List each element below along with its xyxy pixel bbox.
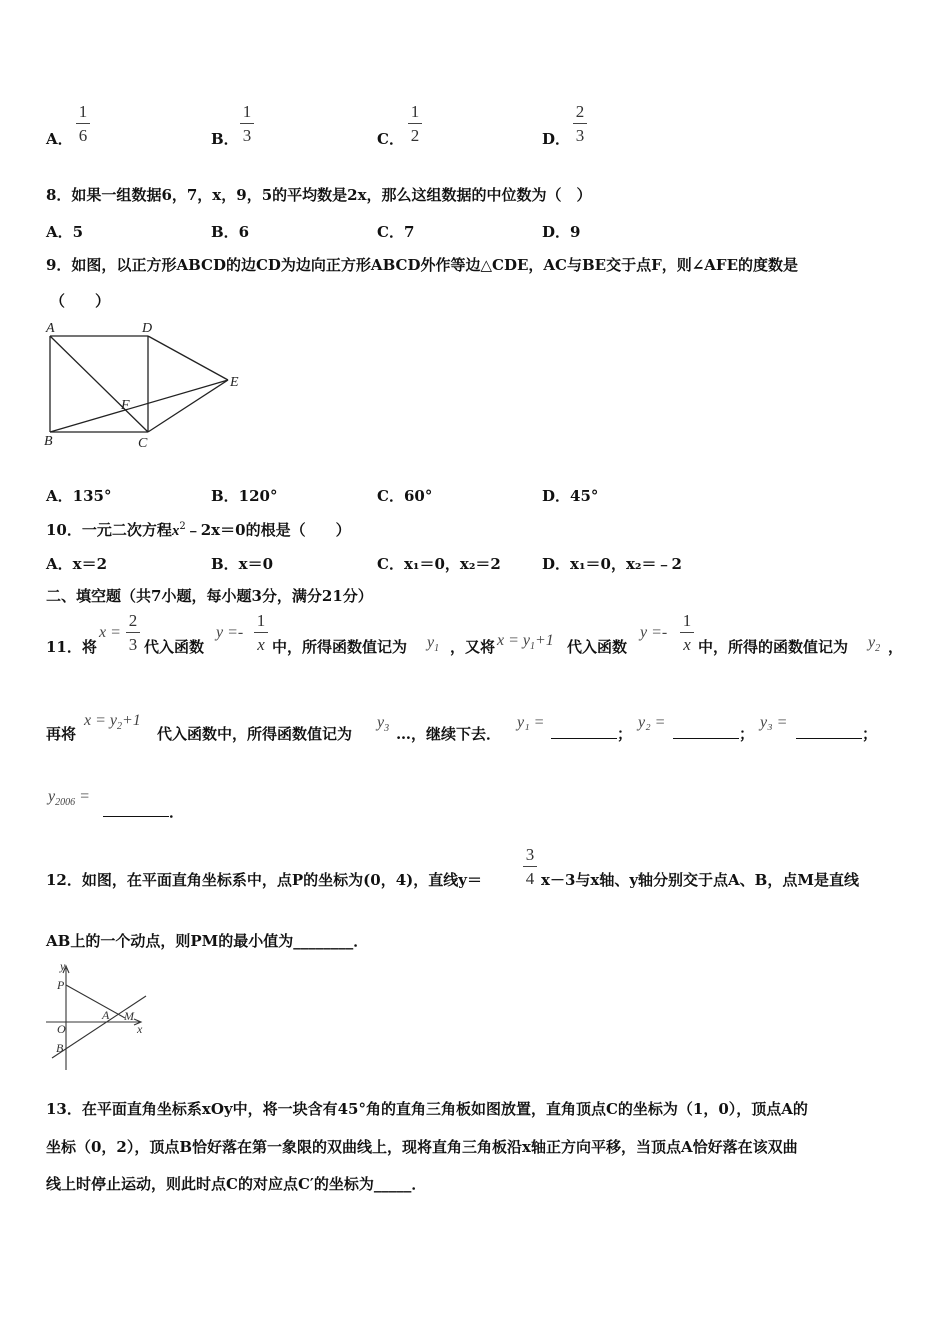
q9-option-a: A．135° xyxy=(46,487,112,505)
q11-answer-blank-1[interactable]: ； xyxy=(551,724,632,744)
numerator: 1 xyxy=(682,611,692,630)
numerator: 1 xyxy=(410,102,420,121)
label-f: F xyxy=(121,398,130,413)
q11-text-3: 中，所得函数值记为 xyxy=(272,638,408,656)
expr: x = y xyxy=(84,712,117,729)
denominator: 3 xyxy=(128,635,138,654)
q11-fraction-1-x-2 xyxy=(680,611,694,654)
section-title: 二、填空题（共7小题，每小题3分，满分21分） xyxy=(46,587,373,605)
q11-answer-blank-2[interactable]: ； xyxy=(673,724,754,744)
label-c: C xyxy=(138,436,148,451)
q11-fraction-2-3 xyxy=(126,611,140,654)
label-o: O xyxy=(57,1022,66,1036)
q7-option-d-letter: D． xyxy=(542,130,571,148)
q10-stem xyxy=(46,517,351,541)
q11-answer-label-4 xyxy=(48,788,90,808)
q11-answer-blank-3[interactable]: ； xyxy=(796,724,877,744)
q12-text-2: x－3与x轴、y轴分别交于点A、B，点M是直线 xyxy=(541,871,859,889)
q11-y-eq-2: y =- xyxy=(640,624,668,641)
q11-x-eq: x = xyxy=(99,624,121,641)
numerator: 1 xyxy=(78,102,88,121)
q11-answer-label-1: y₁ = xyxy=(517,714,545,731)
label-e: E xyxy=(230,375,239,390)
q9-option-b: B．120° xyxy=(211,487,278,505)
expr-sub: 2 xyxy=(117,721,122,733)
expr-tail: +1 xyxy=(122,712,141,729)
y-var: y xyxy=(48,788,56,805)
y-sub: 3 xyxy=(384,723,390,735)
expr-sub: 1 xyxy=(530,641,535,653)
q12-figure xyxy=(42,958,160,1074)
eq-sign: = xyxy=(75,788,90,805)
q11-x-eq-y1 xyxy=(497,632,554,652)
q10-eq-var: x xyxy=(171,523,180,539)
label-d: D xyxy=(142,321,153,336)
q8-option-a: A．5 xyxy=(46,223,84,241)
q9-option-c: C．60° xyxy=(377,487,433,505)
numerator: 1 xyxy=(256,611,266,630)
q10-eq-exponent: 2 xyxy=(179,521,186,532)
q11-text-1: 11．将 xyxy=(46,638,97,656)
numerator: 1 xyxy=(242,102,252,121)
q11-text-4: ，又将 xyxy=(450,638,496,656)
q7-option-d-fraction xyxy=(573,102,587,145)
q8-option-b: B．6 xyxy=(211,223,250,241)
q8-stem: 8．如果一组数据6，7，x，9，5的平均数是2x，那么这组数据的中位数为（ ） xyxy=(46,186,592,204)
q7-option-a-fraction xyxy=(76,102,90,145)
q13-line-1: 13．在平面直角坐标系xOy中，将一块含有45°角的直角三角板如图放置，直角顶点C的坐标为（1，0），顶点A的 xyxy=(46,1100,808,1118)
q11-answer-label-2: y₂ = xyxy=(638,714,666,731)
q10-eq-rest: ﹣2x＝0的根是（ ） xyxy=(185,521,351,539)
label-a: A xyxy=(46,321,55,336)
q9-figure xyxy=(40,318,250,453)
label-b: B xyxy=(44,434,53,449)
label-b: B xyxy=(56,1041,64,1055)
q11-text-9: 代入函数中，所得函数值记为 xyxy=(157,725,353,743)
q11-answer-label-3: y₃ = xyxy=(760,714,788,731)
expr: x = y xyxy=(497,632,530,649)
q8-option-d: D．9 xyxy=(542,223,581,241)
y-sub: 1 xyxy=(434,643,440,655)
numerator: 3 xyxy=(525,845,535,864)
q7-option-c-fraction xyxy=(408,102,422,145)
y-sub: 2006 xyxy=(55,797,76,809)
q11-text-5: 代入函数 xyxy=(567,638,628,656)
q12-fraction-3-4 xyxy=(523,845,537,888)
q10-option-b: B．x＝0 xyxy=(211,555,274,573)
q8-option-c: C．7 xyxy=(377,223,415,241)
q13-line-2: 坐标（0，2），顶点B恰好落在第一象限的双曲线上，现将直角三角板沿x轴正方向平移，当顶点A恰好落在该双曲 xyxy=(46,1138,798,1156)
q9-stem: 9．如图，以正方形ABCD的边CD为边向正方形ABCD外作等边△CDE，AC与BE交于点F，则∠AFE的度数是 xyxy=(46,256,799,274)
denominator: 6 xyxy=(78,126,88,145)
q11-text-2: 代入函数 xyxy=(144,638,205,656)
q12-text-3: AB上的一个动点，则PM的最小值为________． xyxy=(46,932,369,950)
label-m: M xyxy=(124,1009,134,1023)
label-y: y xyxy=(60,959,66,973)
q11-fraction-1-x xyxy=(254,611,268,654)
q11-text-10: …，继续下去． xyxy=(396,725,502,743)
expr-tail: +1 xyxy=(535,632,554,649)
q11-text-8: 再将 xyxy=(46,725,77,743)
denominator: 3 xyxy=(575,126,585,145)
q11-answer-blank-4[interactable]: ． xyxy=(103,802,184,822)
label-p: P xyxy=(57,978,65,992)
q12-text-1: 12．如图，在平面直角坐标系中，点P的坐标为(0，4)，直线y＝ xyxy=(46,871,482,889)
numerator: 2 xyxy=(575,102,585,121)
q11-y3 xyxy=(377,714,389,734)
q13-line-3: 线上时停止运动，则此时点C的对应点C′的坐标为_____． xyxy=(46,1175,427,1193)
label-x: x xyxy=(137,1022,143,1036)
denominator: 3 xyxy=(242,126,252,145)
q7-option-a-letter: A． xyxy=(46,130,73,148)
denominator: 4 xyxy=(525,869,535,888)
q11-text-7: ， xyxy=(888,638,904,656)
denominator: 2 xyxy=(410,126,420,145)
y-var: y xyxy=(868,634,876,651)
numerator: 2 xyxy=(128,611,138,630)
q11-y1 xyxy=(427,634,439,654)
y-var: y xyxy=(377,714,385,731)
q7-option-b-fraction xyxy=(240,102,254,145)
q11-y-eq: y =- xyxy=(216,624,244,641)
q10-option-c: C．x₁＝0，x₂＝2 xyxy=(377,555,501,573)
q9-option-d: D．45° xyxy=(542,487,599,505)
denominator: x xyxy=(257,635,265,654)
segment-pm xyxy=(66,985,125,1018)
y-sub: 2 xyxy=(875,643,881,655)
y-var: y xyxy=(427,634,435,651)
q11-text-6: 中，所得的函数值记为 xyxy=(698,638,849,656)
edge-de xyxy=(148,336,228,380)
denominator: x xyxy=(683,635,691,654)
q9-stem-bracket: （ ） xyxy=(50,292,111,310)
q7-option-b-letter: B． xyxy=(211,130,239,148)
q11-y2 xyxy=(868,634,880,654)
segment-be xyxy=(50,380,228,432)
label-a: A xyxy=(102,1008,110,1022)
q7-option-c-letter: C． xyxy=(377,130,404,148)
q10-stem-text: 10．一元二次方程 xyxy=(46,521,172,539)
q10-option-d: D．x₁＝0，x₂＝﹣2 xyxy=(542,555,682,573)
q11-x-eq-y2 xyxy=(84,712,141,732)
edge-ce xyxy=(148,380,228,432)
q10-option-a: A．x＝2 xyxy=(46,555,108,573)
